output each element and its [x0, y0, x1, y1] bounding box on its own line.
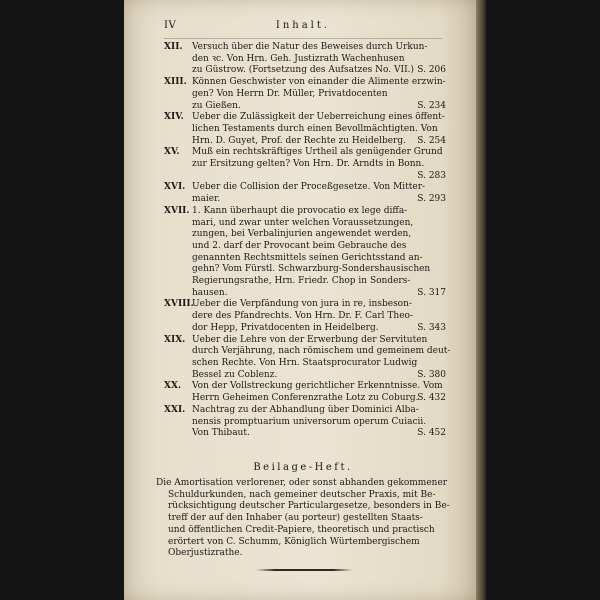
entry-text-line: dere des Pfandrechts. Von Hrn. Dr. F. Carl Theo- — [192, 311, 413, 322]
entry-text-line: nensis promptuarium universorum operum Cuiacii. — [192, 416, 427, 427]
entry-text-line: genannten Rechtsmittels seinen Gerichtsstand an- — [192, 252, 423, 263]
entry-text-line: 1. Kann überhaupt die provocatio ex lege diffa- — [192, 205, 408, 216]
entry-text-line: Ueber die Lehre von der Erwerbung der Servituten — [192, 334, 428, 345]
entry-text-line: Herrn Geheimen Conferenzrathe Lotz zu Coburg. — [192, 393, 419, 404]
supplement-line: erörtert von C. Schumm, Königlich Würtembergischem — [168, 536, 420, 547]
entry-text-line: mari, und zwar unter welchen Voraussetzungen, — [192, 217, 414, 228]
entry-text-line: Regierungsrathe, Hrn. Friedr. Chop in Sonders- — [192, 276, 411, 287]
page-number: IV — [164, 20, 177, 31]
supplement-text — [156, 478, 456, 560]
entry-text-line: Können Geschwister von einander die Alimente erzwin- — [192, 77, 446, 88]
supplement-line: und öffentlichen Credit-Papiere, theoretisch und practisch — [168, 524, 435, 535]
toc-entry-xviii — [164, 299, 454, 334]
entry-text-line: Von der Vollstreckung gerichtlicher Erkenntnisse. Vom — [192, 381, 443, 392]
entry-text-line: zungen, bei Verbalinjurien angewendet werden, — [192, 229, 412, 240]
toc-entry-xiii — [164, 77, 454, 112]
entry-text-line: Von Thibaut. — [192, 428, 250, 439]
toc-entry-xix — [164, 335, 454, 382]
page-title: Inhalt. — [275, 20, 331, 31]
closing-ornament-rule — [256, 569, 352, 571]
entry-text-line: zu Güstrow. (Fortsetzung des Aufsatzes No. VII.) — [192, 65, 414, 76]
toc-entry-xvi — [164, 182, 454, 205]
entry-text-line: gehn? Vom Fürstl. Schwarzburg-Sondershausischen — [192, 264, 431, 275]
toc-entry-xxi — [164, 405, 454, 440]
entry-text-line: zu Gießen. — [192, 100, 241, 111]
entry-text-line: durch Verjährung, nach römischem und gemeinem deut- — [192, 346, 451, 357]
entry-text-line: Ueber die Collision der Proceßgesetze. Von Mitter- — [192, 182, 426, 193]
supplement-line: treff der auf den Inhaber (au porteur) gestellten Staats- — [168, 513, 423, 524]
entry-page-ref: S. 206 — [417, 65, 446, 76]
page-sheet — [124, 0, 476, 600]
table-of-contents — [164, 42, 454, 440]
entry-number: XX. — [164, 381, 182, 392]
supplement-line: Schuldurkunden, nach gemeiner deutscher Praxis, mit Be- — [168, 489, 436, 500]
entry-text-line — [192, 171, 454, 183]
entry-number: XV. — [164, 147, 180, 158]
toc-entry-xiv — [164, 112, 454, 147]
supplement-line: rücksichtigung deutscher Particulargesetze, besonders in Be- — [168, 501, 450, 512]
page-edge — [476, 0, 486, 600]
supplement-heading: Beilage-Heft. — [253, 462, 353, 473]
supplement-line: Die Amortisation verlorener, oder sonst abhanden gekommener — [156, 478, 448, 488]
entry-text-line: lichen Testaments durch einen Bevollmächtigten. Von — [192, 123, 438, 134]
entry-text-line: zur Ersitzung gelten? Von Hrn. Dr. Arndts in Bonn. — [192, 159, 425, 170]
entry-number: XVIII. — [164, 299, 194, 310]
entry-number: XVI. — [164, 182, 186, 193]
running-head — [164, 20, 442, 36]
entry-page-ref: S. 432 — [417, 393, 446, 404]
entry-text-line: Ueber die Verpfändung von jura in re, insbeson- — [192, 299, 412, 310]
entry-text-line: maier. — [192, 194, 221, 205]
entry-page-ref: S. 343 — [417, 322, 446, 333]
entry-text-line: dor Hepp, Privatdocenten in Heidelberg. — [192, 322, 379, 333]
entry-text-line: den ꝛc. Von Hrn. Geh. Justizrath Wachenhusen — [192, 53, 405, 64]
entry-text-line: Ueber die Zulässigkeit der Ueberreichung eines öffent- — [192, 112, 445, 123]
toc-entry-xii — [164, 42, 454, 77]
entry-page-ref: S. 254 — [417, 135, 446, 146]
entry-number: XII. — [164, 42, 183, 52]
entry-number: XVII. — [164, 205, 190, 216]
entry-text-line: und 2. darf der Provocant beim Gebrauche des — [192, 240, 407, 251]
header-rule — [164, 38, 442, 39]
entry-text-line: Nachtrag zu der Abhandlung über Dominici Alba- — [192, 404, 419, 415]
toc-entry-xvii — [164, 206, 454, 300]
entry-text-line: Hrn. D. Guyet, Prof. der Rechte zu Heidelberg. — [192, 135, 406, 146]
entry-number: XIX. — [164, 334, 186, 345]
entry-number: XIV. — [164, 112, 184, 123]
entry-number: XIII. — [164, 77, 187, 88]
entry-page-ref: S. 234 — [417, 100, 446, 111]
entry-page-ref: S. 380 — [417, 369, 446, 380]
entry-number: XXI. — [164, 404, 186, 415]
entry-page-ref: S. 293 — [417, 194, 446, 205]
entry-page-ref: S. 317 — [417, 287, 446, 298]
entry-text-line: Bessel zu Coblenz. — [192, 369, 278, 380]
supplement-line: Oberjustizrathe. — [168, 548, 243, 559]
toc-entry-xv — [164, 147, 454, 182]
entry-text-line: schen Rechte. Von Hrn. Staatsprocurator Ludwig — [192, 357, 418, 368]
entry-page-ref: S. 452 — [417, 428, 446, 439]
entry-page-ref: S. 283 — [417, 170, 446, 181]
entry-text-line: Muß ein rechtskräftiges Urtheil als genügender Grund — [192, 147, 443, 158]
entry-text-line: gen? Von Herrn Dr. Müller, Privatdocenten — [192, 88, 388, 99]
toc-entry-xx — [164, 381, 454, 404]
entry-text-line: Versuch über die Natur des Beweises durch Urkun- — [192, 42, 428, 52]
entry-text-line: hausen. — [192, 287, 228, 298]
